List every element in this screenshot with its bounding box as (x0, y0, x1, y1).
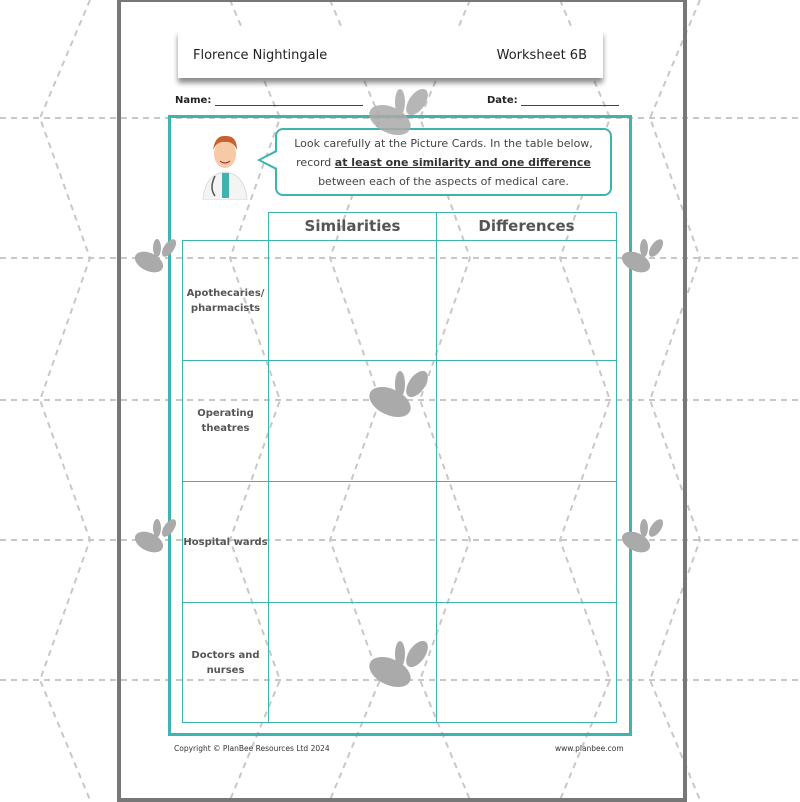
instruction-emphasis: at least one similarity and one difference (334, 156, 591, 169)
bee-watermark-icon (612, 518, 672, 563)
speech-bubble-tail-fill (261, 152, 277, 168)
doctor-illustration (195, 130, 255, 200)
instruction-text: Look carefully at the Picture Cards. In the table below, record (294, 137, 593, 169)
differences-cell[interactable] (436, 240, 617, 361)
bee-watermark-icon (125, 518, 185, 563)
row-label: Apothecaries/ pharmacists (182, 240, 269, 361)
instruction-text-end: between each of the aspects of medical care. (318, 175, 569, 188)
instruction-bubble (275, 128, 612, 196)
row-label: Operating theatres (182, 360, 269, 482)
date-label: Date: (487, 95, 518, 106)
differences-cell[interactable] (436, 360, 617, 482)
name-field[interactable] (175, 95, 363, 106)
differences-cell[interactable] (436, 602, 617, 723)
bee-watermark-icon (612, 238, 672, 283)
name-line[interactable] (215, 105, 363, 106)
differences-cell[interactable] (436, 481, 617, 603)
bee-watermark-icon (355, 640, 440, 700)
similarities-cell[interactable] (268, 240, 437, 361)
worksheet-title: Florence Nightingale (193, 48, 328, 63)
copyright-text: Copyright © PlanBee Resources Ltd 2024 (174, 744, 330, 753)
bee-watermark-icon (355, 88, 440, 148)
bee-watermark-icon (125, 238, 185, 283)
worksheet-header (178, 30, 603, 78)
worksheet-number: Worksheet 6B (496, 48, 587, 63)
row-label: Doctors and nurses (182, 602, 269, 723)
bee-watermark-icon (355, 370, 440, 430)
row-label: Hospital wards (182, 481, 269, 603)
date-field[interactable] (487, 95, 619, 106)
website-link: www.planbee.com (555, 744, 624, 753)
similarities-cell[interactable] (268, 481, 437, 603)
column-header-differences: Differences (436, 212, 617, 241)
name-label: Name: (175, 95, 212, 106)
column-header-similarities: Similarities (268, 212, 437, 241)
date-line[interactable] (521, 105, 619, 106)
